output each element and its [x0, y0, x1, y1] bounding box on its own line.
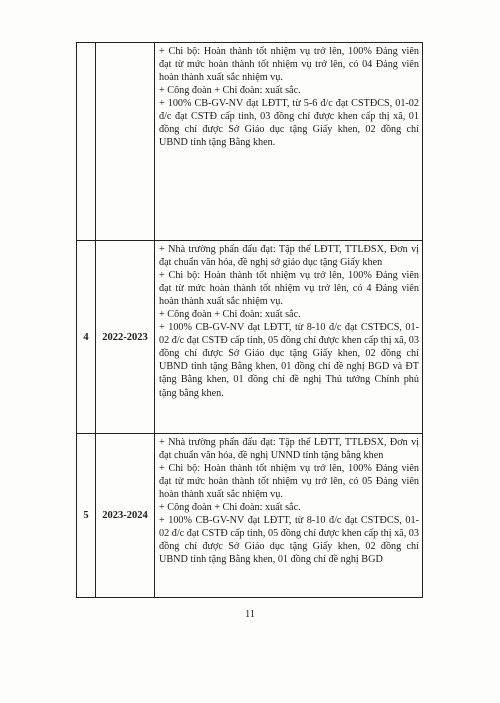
table-row [77, 434, 423, 598]
row-content [155, 43, 423, 241]
school-year [96, 43, 155, 241]
content-line: + Công đoàn + Chi đoàn: xuất sắc. [159, 309, 301, 321]
content-line: + 100% CB-GV-NV đạt LĐTT, từ 8-10 đ/c đạt CSTĐCS, 01-02 đ/c đạt CSTĐ cấp tỉnh, 05 đồng chí được khen cấp thị xã, 03 đồng chí được Sở Giáo dục tặng Giấy khen, 02 đồng chí UBND tỉnh tặng Bằng khen, 01 đồng chí đề nghị BGD và ĐT tặng Bằng khen, 01 đồng chí đề nghị Thủ tướng Chính phủ tặng bằng khen. [159, 322, 419, 399]
table-row [77, 241, 423, 434]
page-number: 11 [244, 609, 256, 620]
content-line: + Công đoàn + Chi đoàn: xuất sắc. [159, 85, 301, 97]
content-line: + Nhà trường phấn đấu đạt: Tập thể LĐTT, TTLĐSX, Đơn vị đạt chuẩn văn hóa, đề nghị UNND tỉnh tặng bằng khen [159, 437, 419, 462]
row-content [155, 434, 423, 598]
row-number: 5 [77, 434, 96, 598]
school-year: 2023-2024 [96, 434, 155, 598]
school-year: 2022-2023 [96, 241, 155, 434]
content-line: + Chi bộ: Hoàn thành tốt nhiệm vụ trở lên, 100% Đảng viên đạt từ mức hoàn thành tốt nhiệm vụ trở lên, có 04 Đảng viên hoàn thành xuất sắc nhiệm vụ. [159, 46, 419, 84]
content-line: + Nhà trường phấn đấu đạt: Tập thể LĐTT, TTLĐSX, Đơn vị đạt chuẩn văn hóa, đề nghị sở giáo dục tặng Giấy khen [159, 244, 419, 269]
plan-table [76, 42, 423, 598]
content-line: + Chi bộ: Hoàn thành tốt nhiệm vụ trở lên, 100% Đảng viên đạt từ mức hoàn thành tốt nhiệm vụ trở lên, có 05 Đảng viên hoàn thành xuất sắc nhiệm vụ. [159, 463, 419, 501]
content-line: + 100% CB-GV-NV đạt LĐTT, từ 8-10 đ/c đạt CSTĐCS, 01-02 đ/c đạt CSTĐ cấp tỉnh, 05 đồng chí được khen cấp thị xã, 03 đồng chí được Sở Giáo dục tặng Giấy khen, 02 đồng chí UBND tỉnh tặng Bằng khen, 01 đồng chí đề nghị BGD [159, 515, 419, 566]
table-row [77, 43, 423, 241]
content-line: + Công đoàn + Chi đoàn: xuất sắc. [159, 502, 301, 514]
row-content [155, 241, 423, 434]
content-line: + Chi bộ: Hoàn thành tốt nhiệm vụ trở lên, 100% Đảng viên đạt từ mức hoàn thành tốt nhiệm vụ trở lên, có 4 Đảng viên hoàn thành xuất sắc nhiệm vụ. [159, 270, 419, 308]
row-number: 4 [77, 241, 96, 434]
content-line: + 100% CB-GV-NV đạt LĐTT, từ 5-6 đ/c đạt CSTĐCS, 01-02 đ/c đạt CSTĐ cấp tỉnh, 03 đồng chí được khen cấp thị xã, 01 đồng chí được Sở Giáo dục tặng Giấy khen, 02 đồng chí UBND tỉnh tặng Bằng khen. [159, 98, 419, 149]
row-number [77, 43, 96, 241]
